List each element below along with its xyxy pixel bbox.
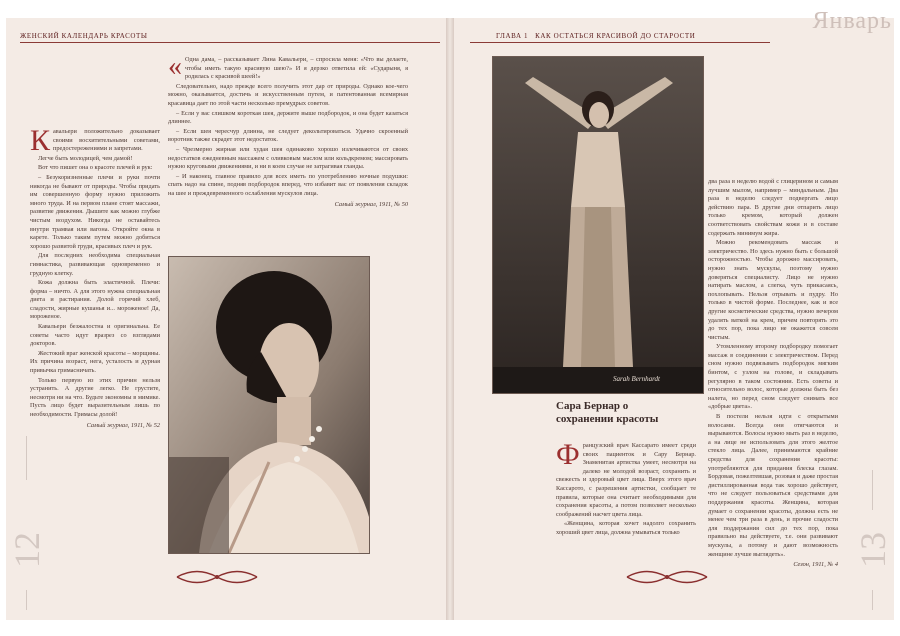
paragraph: «Женщина, которая хочет надолго сохранить хороший цвет лица, должна умываться только (556, 520, 696, 536)
right-article-column-1 (556, 438, 696, 560)
left-article-column-2 (168, 51, 408, 248)
paragraph: В постели нельзя идти с открытыми волосами. Всегда они отягчаются и вырываются. Волосы нужно мыть раз в неделю, а на лице не использовать для этого желтое стекло лица. Далее, принимаются крайние средства для сохранения красоты: употребляются для придания блеска глазам. Бордовая, пожелтевшая, розовая и даже простая дистиллированная вода так хорошо действует, что не следует пользоваться средствами для поддержания красоты. Женщина, которая думает о сохранении красоты, должна есть не менее чем три раза в день, и прочие сладости для поддержания сил до тех пор, пока правильно вы действуете, т.е. они развивают мускулы, а потому и дают возможность женщине лучше выглядеть». (708, 413, 838, 558)
paragraph: Кавальери безжалостна и оригинальна. Ее советы часто идут вразрез со взглядами докторов. (30, 323, 160, 348)
paragraph: два раза в неделю водой с глицерином и самым лучшим мылом, например – миндальным. Два раза в неделю следует подвергать лицо действию пара. В другие дни отпарить лицо только кремом, который должен соответствовать свойствам кожи и в составе содержать минимум жира. (708, 178, 838, 237)
paragraph: Следовательно, надо прежде всего получить этот дар от природы. Однако кое-чего можно, оказывается, достичь и искусственным путем, и патентованная всемирная красавица дает по этой части несколько премудрых советов. (168, 82, 408, 107)
left-running-header: ЖЕНСКИЙ КАЛЕНДАРЬ КРАСОТЫ (20, 32, 148, 40)
paragraph: – И наконец, главное правило для всех иметь по употреблению ночные подушки: спать надо на спине, подняв подбородок вперед, что избавит вас от появления складок на шее и преждевременного ослабления мускулов лица. (168, 172, 408, 197)
source-citation: Самый журнал, 1911, № 50 (334, 200, 408, 208)
paragraph: Кожа должна быть эластичной. Плечи: форма – ничто. А для этого нужна специальная диета и растирания. Долой горячий хлеб, сладости, жирные кушанья и... мороженое! Да, мороженое. (30, 279, 160, 321)
left-header-rule (20, 42, 440, 43)
paragraph: Утомленному второму подбородку помогает массаж в соединении с электричеством. Перед сном нужно подвязывать подбородок мягким бинтом, с узлом на голове, и складывать регулярно в таком состоянии. Есть советы и относительно волос, которые должны быть без налета, но перед сном следует снимать все «добрые цвета». (708, 343, 838, 411)
paragraph: Для последних необходима специальная гимнастика, развивающая одновременно и грудную клетку. (30, 252, 160, 277)
chapter-title: КАК ОСТАТЬСЯ КРАСИВОЙ ДО СТАРОСТИ (535, 32, 696, 40)
paragraph: Жестокий враг женской красоты – морщины. Их причина возраст, нега, усталость и дурная привычка гримасничать. (30, 349, 160, 375)
left-page-number-line-top (26, 436, 27, 480)
chapter-label: ГЛАВА 1 (496, 32, 529, 40)
source-citation: Сезон, 1911, № 4 (793, 561, 838, 569)
dropcap-k: К (30, 124, 51, 157)
book-gutter (446, 18, 454, 620)
left-page-number: 12 (7, 532, 47, 568)
right-header-rule (470, 42, 770, 43)
photo-signature: Sarah Bernhardt (613, 375, 660, 383)
paragraph: ранцузский врач Кассарато имеет среди своих пациенток и Сару Бернар. Знаменитая артистка умеет, несмотря на далеко не молодой возраст, сохранить и свежесть и здоровый цвет лица. Вверх этого врач Кассарото, с разрешения артистки, сообщает те правила, которые она считает необходимыми для сохранения красоты, а потом позволяет несколько соображений насчет цвета лица. (556, 442, 696, 518)
paragraph: Только первую из этих причин нельзя устранить. А другие легко. Не грустите, несмотря ни на что. Будьте экономны в мимике. Пусть лицо будет выразительным лишь по необходимости. Гримасы долой! (30, 376, 160, 418)
month-label: Январь (812, 8, 892, 34)
portrait-photo (168, 256, 370, 554)
paragraph: – Чрезмерно жирная или худая шея одинаково хорошо излечиваются от своих недостатков ежедневным массажем с оливковым маслом или кольдкремом; массировать нужно круговыми движениями, и ни в коем случае не затрагивая гланды. (168, 145, 408, 171)
right-running-header (496, 32, 695, 40)
left-ornament-icon (172, 566, 262, 588)
left-article-column-1 (30, 124, 160, 558)
paragraph: – Безукоризненные плечи и руки почти никогда не бывают от природы. Чтобы придать им совершенную форму нужно приложить много труда. И на первом плане стоят массажи, развитие движения. Дышите как можно глубже чистым воздухом. Никогда не оставайтесь внутри трамвая или вагона. Откройте окна в карете. Только таким путем можно добиться хорошо развитой груди, красивых плеч и рук. (30, 173, 160, 250)
sarah-bernhardt-photo (492, 56, 704, 394)
right-page-number-line-bottom (872, 590, 873, 610)
paragraph: – Если у вас слишком короткая шея, держите выше подбородок, и она будет казаться длиннее. (168, 109, 408, 126)
article-title: Сара Бернар о сохранении красоты (556, 400, 659, 425)
left-page-number-line-bottom (26, 590, 27, 610)
right-page-number-line-top (872, 470, 873, 510)
right-ornament-icon (622, 566, 712, 588)
right-page-number: 13 (853, 532, 893, 568)
paragraph: Одна дама, – рассказывает Лина Кавальери, – спросила меня: «Что вы делаете, чтобы иметь такую красивую шею?» И я дерзко ответила ей: «Сударыня, я родилась с красивой шеей!» (185, 56, 408, 81)
paragraph: Можно рекомендовать массаж и электричество. Но здесь нужно быть с большой осторожностью. Чтобы дорожно массировать, нужно знать мускулы, поэтому нужно доверяться специалисту. Лицо не нужно натирать маслом, а слегка, чуть прикасаясь, похлопывать. Нельзя отрывать и пудру. Но только в чистой форме. Последнее, как и все другие косметические средства, нужно вечером удалять ваткой на крем, причем повторять это до тех пор, пока лицо не окажется совсем чистым. (708, 239, 838, 341)
sarah-bernhardt-illustration (493, 57, 703, 393)
right-article-column-2 (708, 178, 838, 569)
paragraph: авальери положительно доказывает своими восхитительными советами, предостережениями и запретами. (53, 128, 160, 153)
paragraph: – Если шея чересчур длинна, не следует декольтироваться. Удачно скроенный воротник также скрадет этот недостаток. (168, 127, 408, 144)
paragraph: Легче быть молодицей, чем дамой! (38, 154, 133, 162)
paragraph: Вот что пишет она о красоте плечей и рук: (38, 164, 153, 172)
portrait-illustration (169, 257, 369, 553)
quote-mark-icon: « (168, 51, 182, 82)
source-citation: Самый журнал, 1911, № 52 (86, 421, 160, 429)
dropcap-f: Ф (556, 438, 580, 471)
